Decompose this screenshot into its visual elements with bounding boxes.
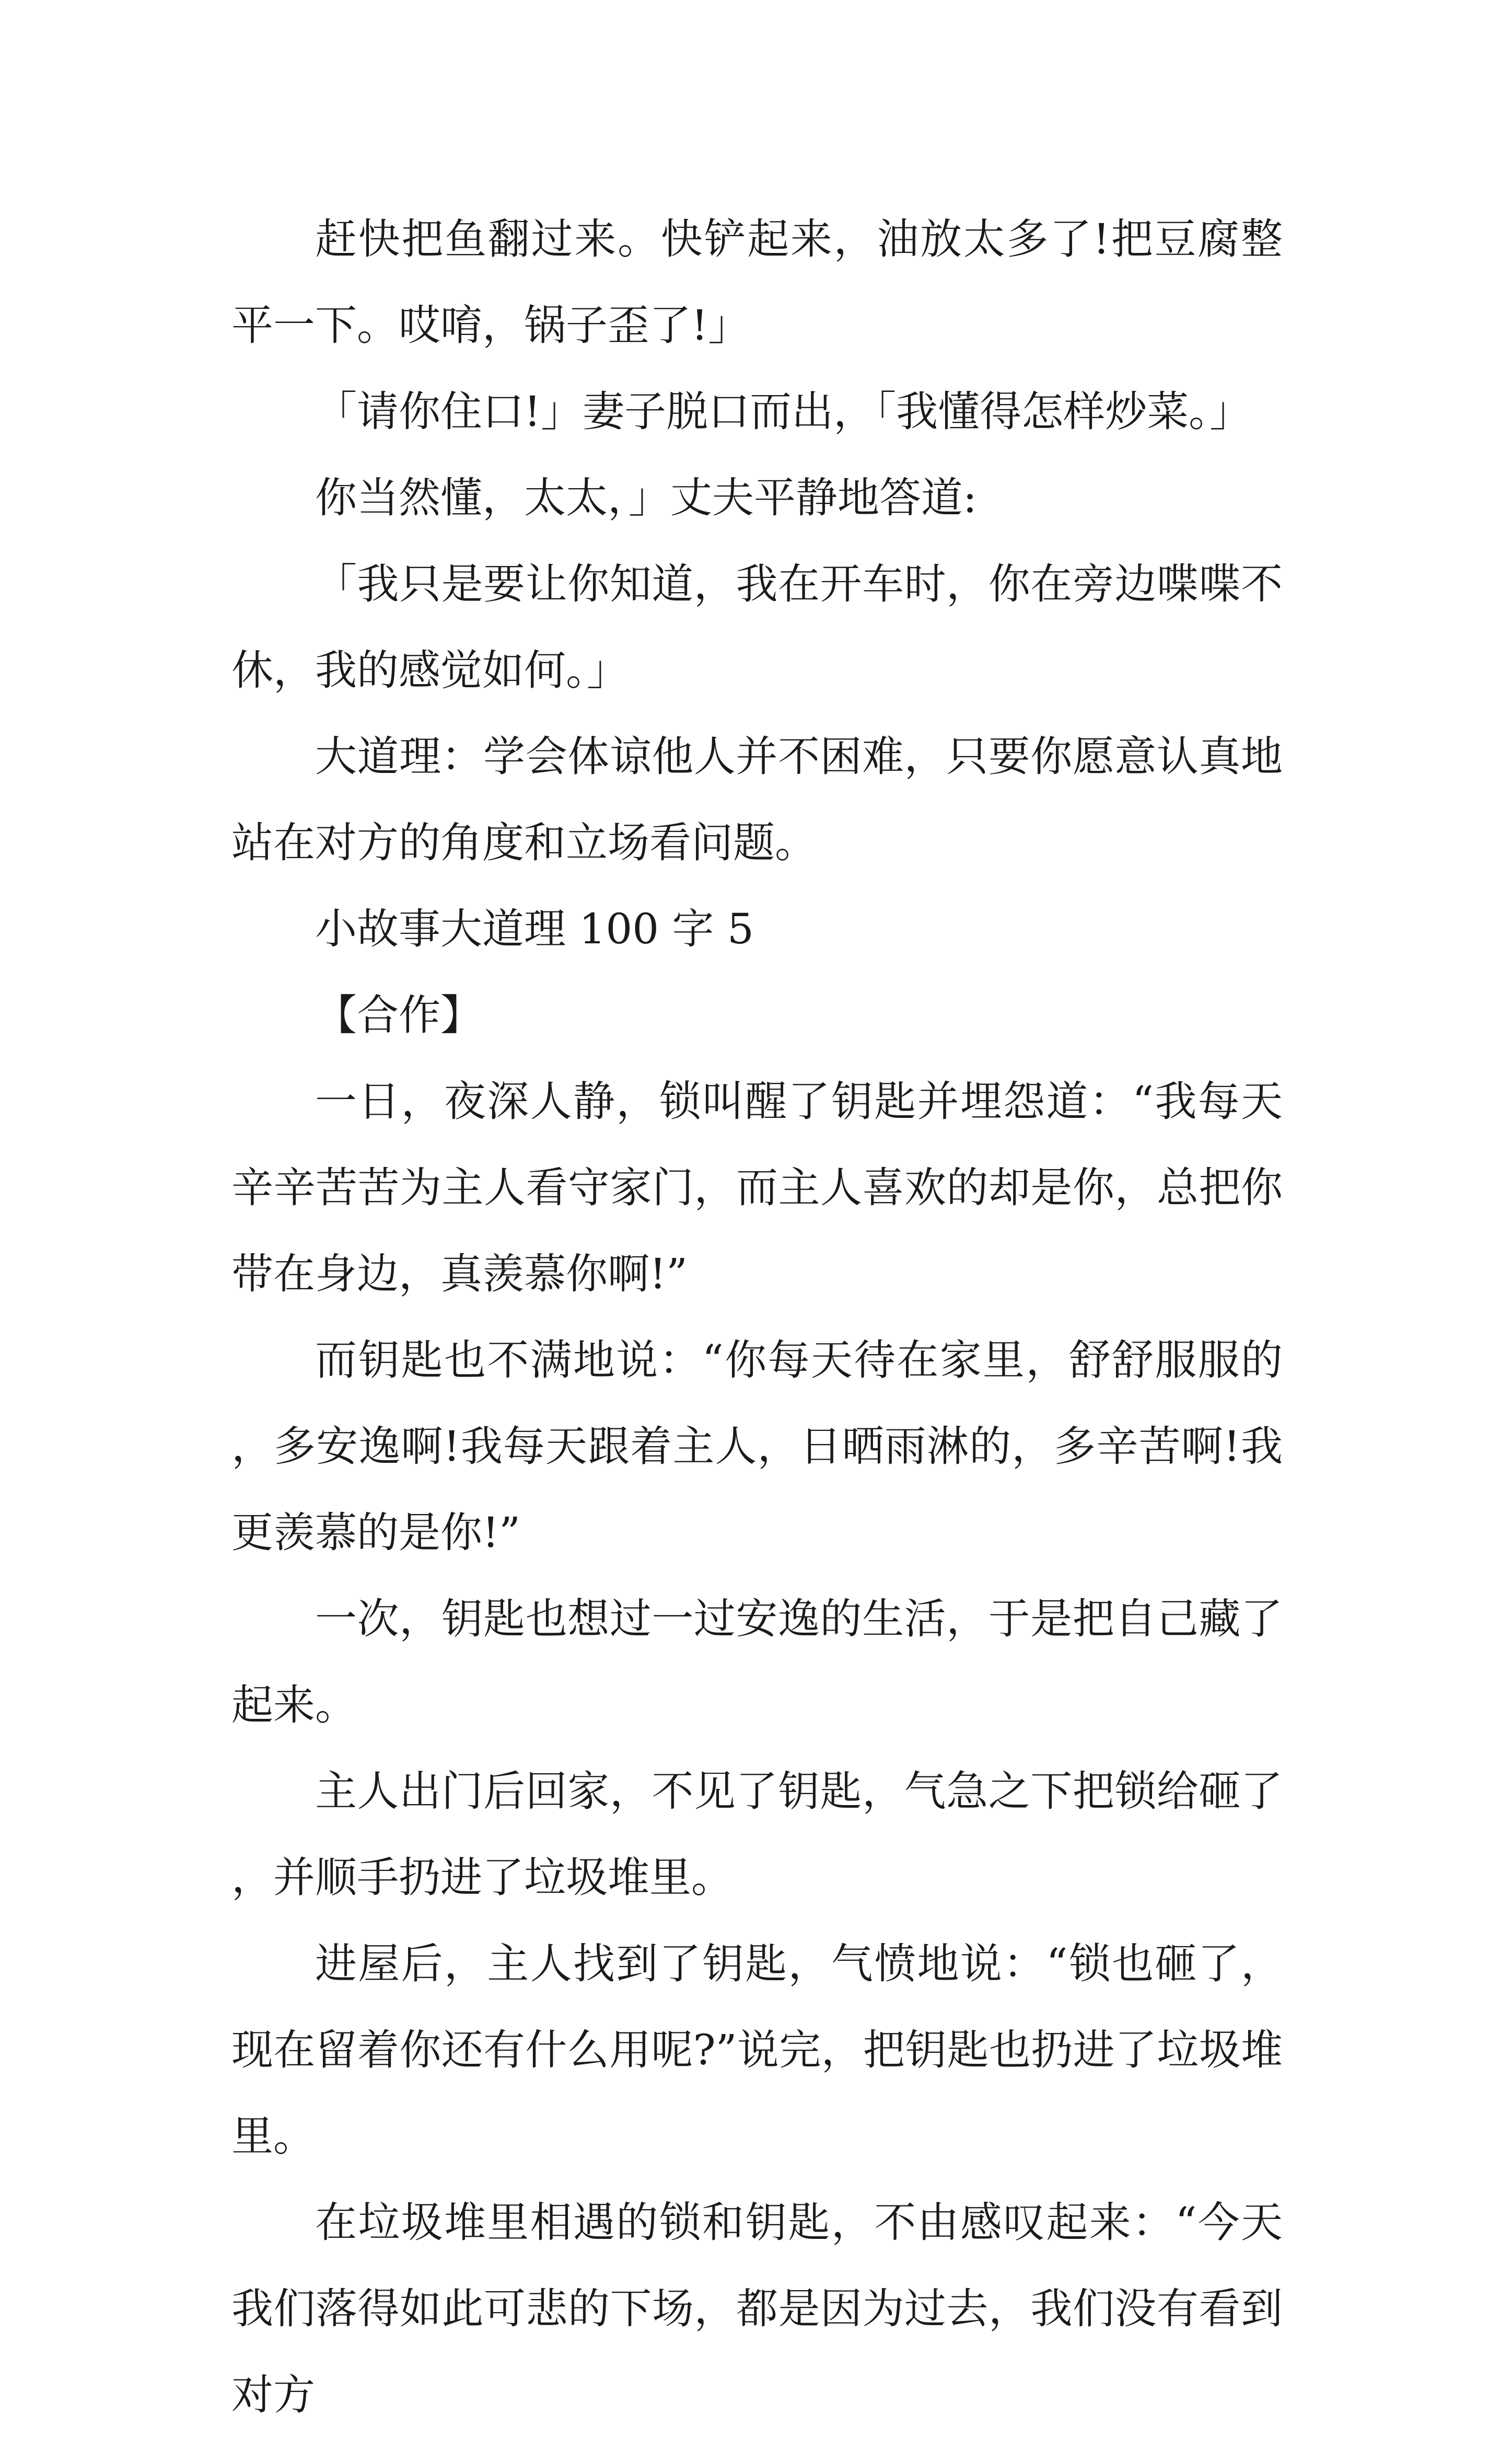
paragraph: 你当然懂，太太，」丈夫平静地答道: bbox=[315, 473, 977, 522]
document-body bbox=[231, 196, 1283, 2438]
paragraph: 「我只是要让你知道，我在开车时，你在旁边喋喋不休，我的感觉如何。」 bbox=[231, 560, 1283, 695]
paragraph: 大道理：学会体谅他人并不困难，只要你愿意认真地站在对方的角度和立场看问题。 bbox=[231, 732, 1283, 867]
paragraph: 进屋后，主人找到了钥匙，气愤地说：“锁也砸了，现在留着你还有什么用呢?”说完，把钥匙也扔进了垃圾堆里。 bbox=[231, 1939, 1283, 2160]
paragraph: 「请你住口!」妻子脱口而出，「我懂得怎样炒菜。」 bbox=[315, 387, 1252, 436]
paragraph: 赶快把鱼翻过来。快铲起来，油放太多了!把豆腐整平一下。哎唷，锅子歪了!」 bbox=[231, 215, 1283, 350]
paragraph: 一次，钥匙也想过一过安逸的生活，于是把自己藏了起来。 bbox=[231, 1594, 1283, 1729]
paragraph: 而钥匙也不满地说：“你每天待在家里，舒舒服服的，多安逸啊!我每天跟着主人，日晒雨淋的，多辛苦啊!我更羡慕的是你!” bbox=[231, 1336, 1283, 1557]
section-subheading: 【合作】 bbox=[315, 991, 482, 1039]
section-heading: 小故事大道理 100 字 5 bbox=[315, 905, 754, 953]
paragraph: 一日，夜深人静，锁叫醒了钥匙并埋怨道：“我每天辛辛苦苦为主人看守家门，而主人喜欢的却是你，总把你带在身边，真羡慕你啊!” bbox=[231, 1077, 1283, 1298]
paragraph: 在垃圾堆里相遇的锁和钥匙，不由感叹起来：“今天我们落得如此可悲的下场，都是因为过去，我们没有看到对方 bbox=[231, 2198, 1283, 2419]
paragraph: 主人出门后回家，不见了钥匙，气急之下把锁给砸了，并顺手扔进了垃圾堆里。 bbox=[231, 1767, 1283, 1902]
